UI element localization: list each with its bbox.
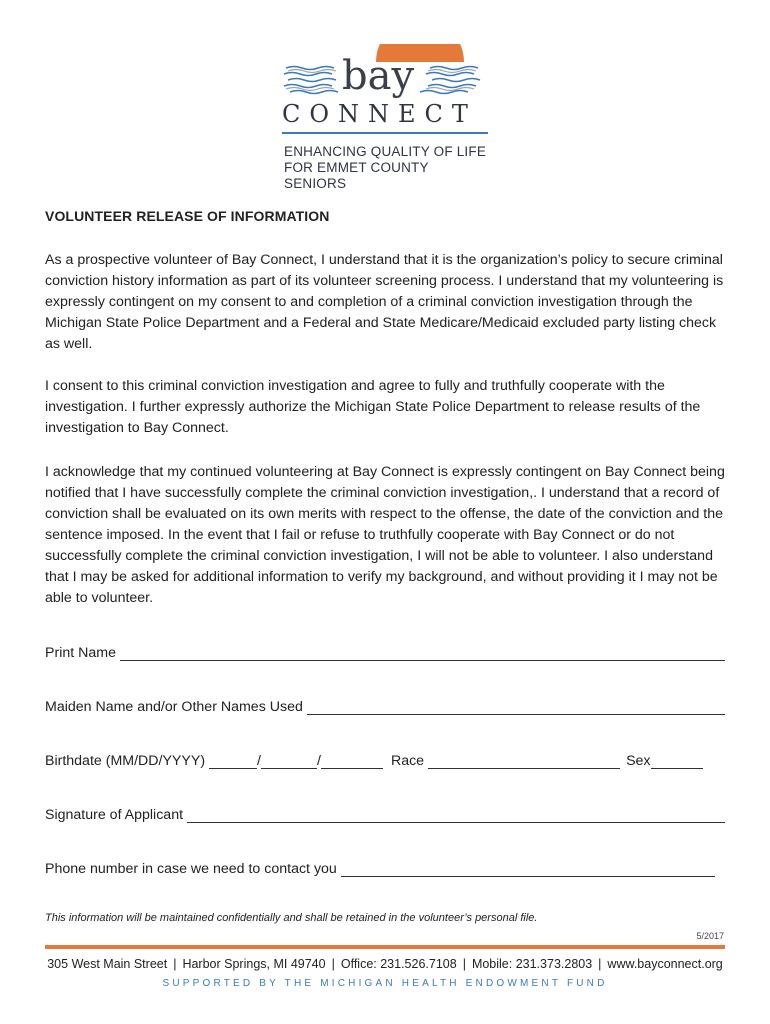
bay-connect-logo	[280, 44, 490, 191]
revision-date: 5/2017	[696, 931, 724, 941]
footer-separator: |	[331, 957, 335, 971]
tagline-line-1: ENHANCING QUALITY OF LIFE	[284, 144, 487, 159]
print-name-label: Print Name	[45, 645, 116, 661]
tagline-line-2: FOR EMMET COUNTY SENIORS	[284, 160, 429, 191]
phone-input-line[interactable]	[341, 862, 715, 877]
phone-field	[45, 861, 715, 877]
contact-footer	[0, 957, 770, 971]
logo-divider	[282, 132, 488, 134]
footer-website-link[interactable]: www.bayconnect.org	[607, 957, 723, 971]
maiden-name-input-line[interactable]	[307, 700, 725, 715]
footer-separator: |	[598, 957, 602, 971]
maiden-name-field	[45, 699, 725, 715]
paragraph-policy: As a prospective volunteer of Bay Connect, I understand that it is the organization’s policy to secure criminal conviction history information as part of its volunteer screening process. I understand that my volunteering is expressly contingent on my consent to and completion of a criminal conviction investigation through the Michigan State Police Department and a Federal and State Medicare/Medicaid excluded party listing check as well.	[45, 252, 724, 352]
confidentiality-note: This information will be maintained confidentially and shall be retained in the volunteer’s personal file.	[45, 912, 538, 924]
signature-input-line[interactable]	[187, 808, 725, 823]
footer-office-phone: Office: 231.526.7108	[340, 957, 457, 971]
phone-label: Phone number in case we need to contact you	[45, 861, 337, 877]
birthdate-day-line[interactable]	[261, 754, 317, 769]
footer-separator: |	[462, 957, 466, 971]
birthdate-label: Birthdate (MM/DD/YYYY)	[45, 753, 206, 769]
funding-statement: SUPPORTED BY THE MICHIGAN HEALTH ENDOWMENT FUND	[162, 978, 608, 989]
race-label: Race	[390, 753, 425, 769]
footer-mobile-phone: Mobile: 231.373.2803	[471, 957, 593, 971]
signature-field	[45, 807, 725, 823]
birthdate-race-sex-row	[45, 753, 725, 769]
paragraph-consent: I consent to this criminal conviction investigation and agree to fully and truthfully cooperate with the investigation. I further expressly authorize the Michigan State Police Department to release results of the investigation to Bay Connect.	[45, 378, 701, 436]
birthdate-separator-1: /	[257, 753, 261, 769]
footer-separator: |	[173, 957, 177, 971]
print-name-input-line[interactable]	[120, 646, 725, 661]
footer-address: 305 West Main Street	[47, 957, 168, 971]
paragraph-acknowledgement: I acknowledge that my continued volunteering at Bay Connect is expressly contingent on Bay Connect being notified that I have successfully complete the criminal conviction investigation,. I understand that a record of conviction shall be evaluated on its own merits with respect to the offense, the date of the conviction and the sentence imposed. In the event that I fail or refuse to truthfully cooperate with Bay Connect or do not successfully complete the criminal conviction investigation, I will not be able to volunteer. I also understand that I may be asked for additional information to verify my background, and without providing it I may not be able to volunteer.	[45, 464, 725, 606]
footer-city: Harbor Springs, MI 49740	[182, 957, 326, 971]
logo-tagline	[284, 144, 490, 192]
logo-word-connect: CONNECT	[282, 100, 477, 128]
print-name-field	[45, 645, 725, 661]
sex-input-line[interactable]	[651, 754, 703, 769]
birthdate-separator-2: /	[317, 753, 321, 769]
birthdate-year-line[interactable]	[321, 754, 383, 769]
birthdate-month-line[interactable]	[209, 754, 257, 769]
race-input-line[interactable]	[428, 754, 620, 769]
sex-label: Sex	[626, 753, 651, 769]
footer-divider	[45, 945, 725, 949]
document-title: VOLUNTEER RELEASE OF INFORMATION	[45, 208, 330, 224]
maiden-name-label: Maiden Name and/or Other Names Used	[45, 699, 303, 715]
logo-word-bay: bay	[342, 53, 415, 99]
signature-label: Signature of Applicant	[45, 807, 184, 823]
